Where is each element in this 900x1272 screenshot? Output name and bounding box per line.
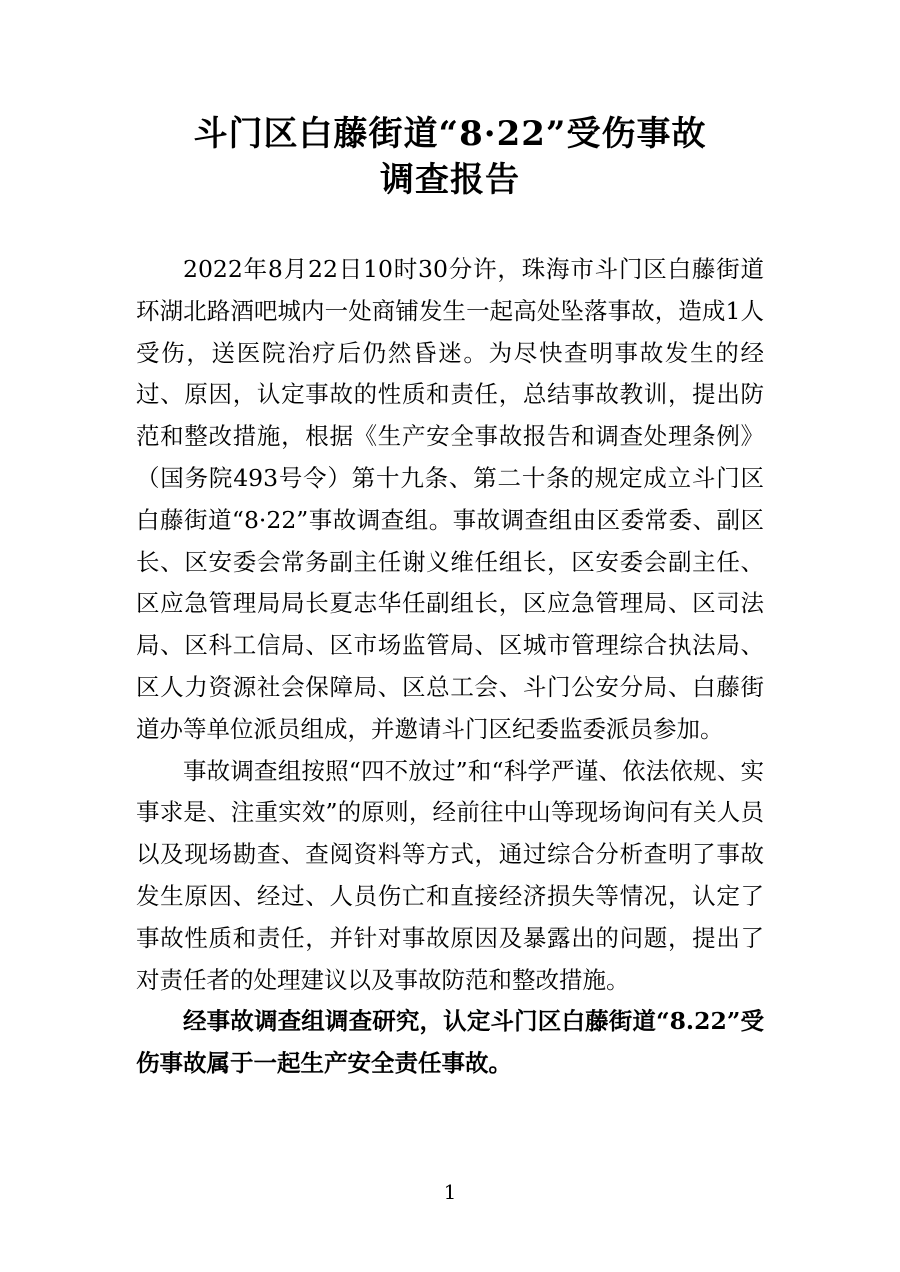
paragraph-investigation-method: 事故调查组按照“四不放过”和“科学严谨、依法依规、实事求是、注重实效”的原则，经前往中山等现场询问有关人员以及现场勘查、查阅资料等方式，通过综合分析查明了事故发生原因、经过、人员伤亡和直接经济损失等情况，认定了事故性质和责任，并针对事故原因及暴露出的问题，提出了对责任者的处理建议以及事故防范和整改措施。 <box>136 756 764 994</box>
page-number: 1 <box>443 1180 457 1204</box>
report-body <box>136 249 764 1085</box>
report-title-line-2: 调查报告 <box>380 160 520 200</box>
paragraph-intro: 2022年8月22日10时30分许，珠海市斗门区白藤街道环湖北路酒吧城内一处商铺发生一起高处坠落事故，造成1人受伤，送医院治疗后仍然昏迷。为尽快查明事故发生的经过、原因，认定事故的性质和责任，总结事故教训，提出防范和整改措施，根据《生产安全事故报告和调查处理条例》（国务院493号令）第十九条、第二十条的规定成立斗门区白藤街道“8·22”事故调查组。事故调查组由区委常委、副区长、区安委会常务副主任谢义维任组长，区安委会副主任、区应急管理局局长夏志华任副组长，区应急管理局、区司法局、区科工信局、区市场监管局、区城市管理综合执法局、区人力资源社会保障局、区总工会、斗门公安分局、白藤街道办等单位派员组成，并邀请斗门区纪委监委派员参加。 <box>136 255 764 743</box>
report-title-line-1: 斗门区白藤街道“8·22”受伤事故 <box>193 114 707 154</box>
paragraph-conclusion: 经事故调查组调查研究，认定斗门区白藤街道“8.22”受伤事故属于一起生产安全责任事故。 <box>136 1007 764 1078</box>
